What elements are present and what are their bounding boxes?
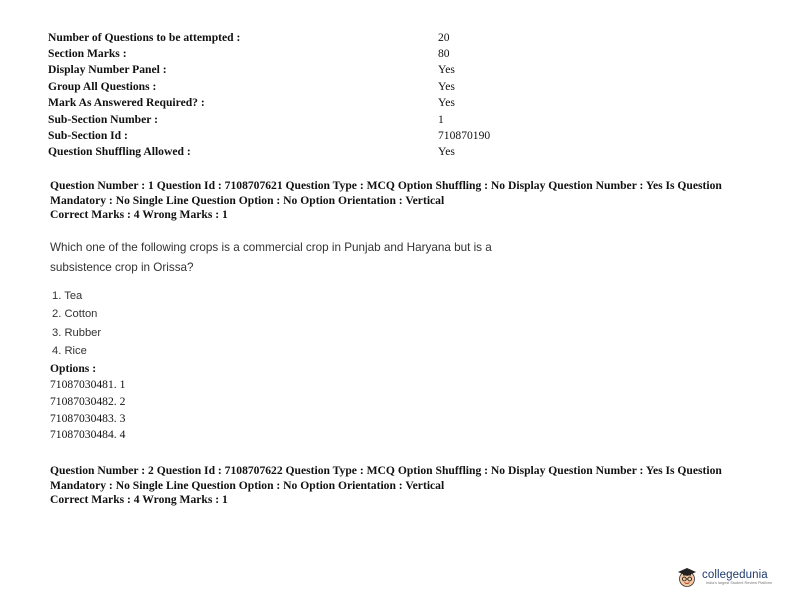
graduate-mascot-icon — [676, 566, 698, 588]
meta-value: 80 — [438, 47, 450, 61]
question-header-line: Correct Marks : 4 Wrong Marks : 1 — [50, 208, 228, 222]
option-id: 71087030483. 3 — [50, 411, 126, 425]
question-1-text — [50, 238, 520, 278]
question-2-header — [50, 464, 760, 508]
meta-row — [48, 95, 508, 111]
brand-tagline: India's largest Student Review Platform — [706, 580, 773, 585]
question-text-line: subsistence crop in Orissa? — [50, 261, 194, 274]
meta-value: Yes — [438, 79, 455, 93]
meta-row — [48, 111, 508, 127]
meta-label: Mark As Answered Required? : — [48, 96, 205, 110]
meta-label: Sub-Section Number : — [48, 112, 158, 126]
meta-label: Display Number Panel : — [48, 63, 167, 77]
choice-item: 1. Tea — [52, 290, 83, 302]
question-header-line: Mandatory : No Single Line Question Option : No Option Orientation : Vertical — [50, 193, 445, 207]
question-1-header — [50, 179, 760, 223]
collegedunia-watermark — [676, 566, 772, 588]
meta-value: Yes — [438, 63, 455, 77]
meta-row — [48, 45, 508, 61]
meta-label: Number of Questions to be attempted : — [48, 30, 241, 44]
option-id: 71087030484. 4 — [50, 428, 126, 442]
meta-row — [48, 78, 508, 94]
meta-value: 20 — [438, 30, 450, 44]
meta-row — [48, 144, 508, 160]
brand-name: collegedunia — [702, 568, 768, 581]
logo-text — [702, 569, 772, 586]
meta-row — [48, 127, 508, 143]
question-1-choices — [52, 287, 101, 360]
meta-row — [48, 29, 508, 45]
question-header-line: Mandatory : No Single Line Question Option : No Option Orientation : Vertical — [50, 478, 445, 492]
option-id: 71087030481. 1 — [50, 378, 126, 391]
choice-item: 3. Rubber — [52, 326, 102, 339]
question-text-line: Which one of the following crops is a commercial crop in Punjab and Haryana but is a — [50, 241, 492, 254]
choice-item: 4. Rice — [52, 344, 87, 357]
meta-value: 1 — [438, 112, 444, 126]
meta-label: Sub-Section Id : — [48, 129, 128, 143]
meta-label: Group All Questions : — [48, 79, 157, 93]
meta-value: 710870190 — [438, 129, 491, 143]
meta-label: Question Shuffling Allowed : — [48, 145, 191, 159]
option-id: 71087030482. 2 — [50, 394, 126, 408]
meta-row — [48, 62, 508, 78]
question-1-options — [50, 360, 125, 444]
question-header-line: Correct Marks : 4 Wrong Marks : 1 — [50, 493, 228, 507]
options-title: Options : — [50, 362, 97, 375]
question-header-line: Question Number : 1 Question Id : 7108707621 Question Type : MCQ Option Shuffling : No Display Question Number : Yes Is Question — [50, 179, 722, 192]
meta-label: Section Marks : — [48, 47, 127, 61]
meta-value: Yes — [438, 96, 455, 110]
meta-value: Yes — [438, 145, 455, 159]
section-metadata — [48, 29, 508, 160]
question-header-line: Question Number : 2 Question Id : 7108707622 Question Type : MCQ Option Shuffling : No Display Question Number : Yes Is Question — [50, 464, 722, 477]
choice-item: 2. Cotton — [52, 308, 98, 321]
